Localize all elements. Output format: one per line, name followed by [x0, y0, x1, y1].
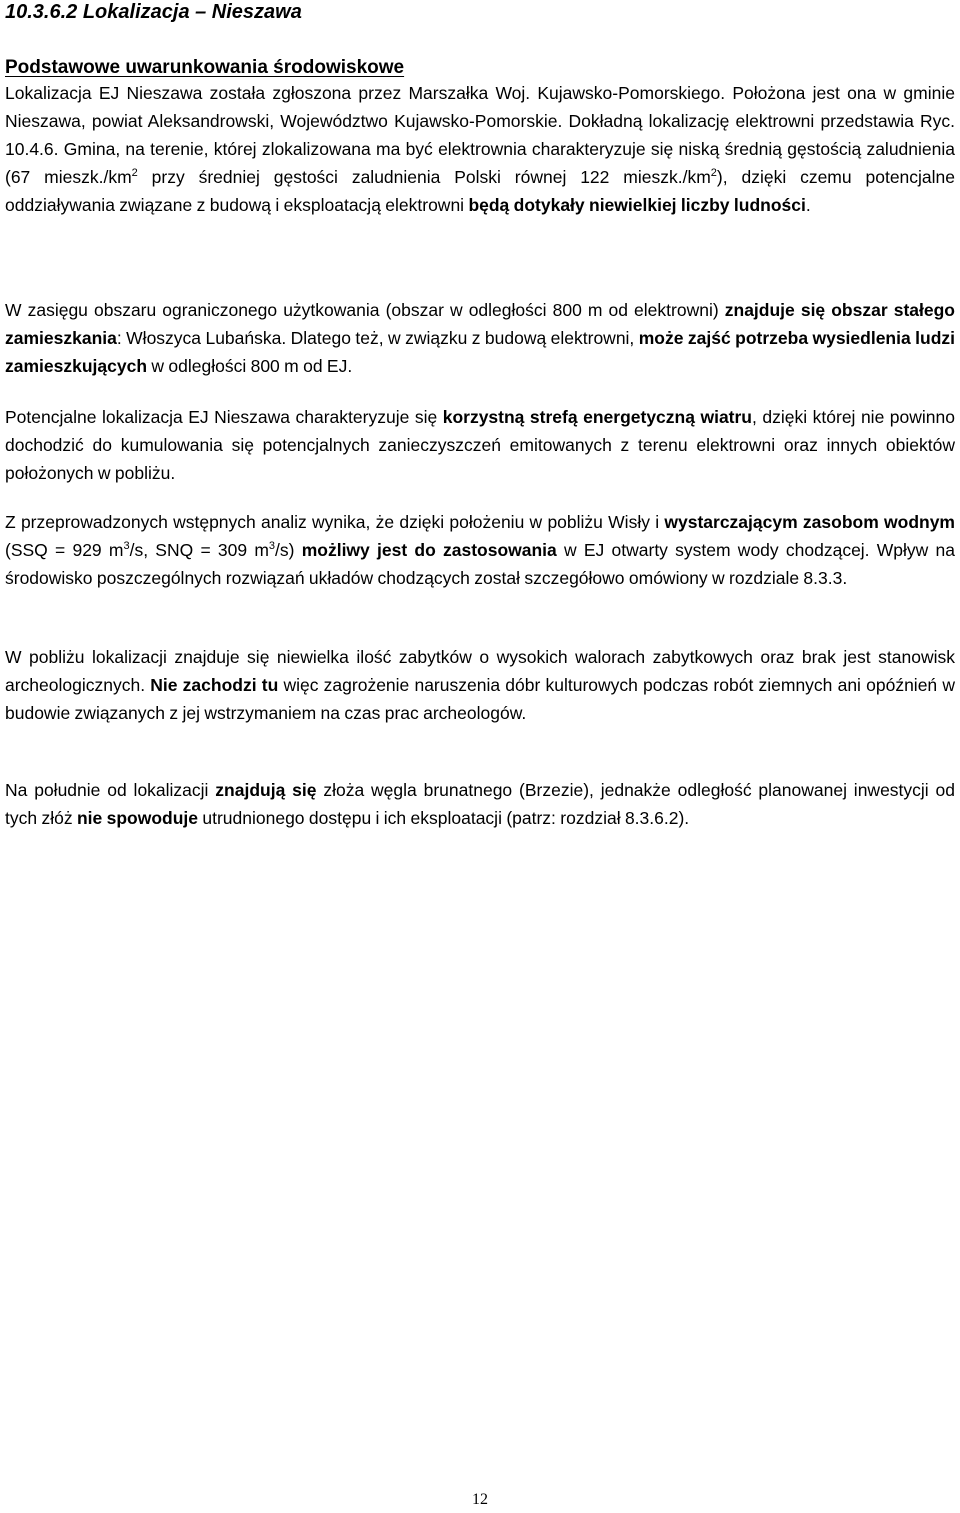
text-run: utrudnionego dostępu i ich eksploatacji (patrz: rozdział 8.3.6.2).	[198, 808, 690, 828]
text-run: W zasięgu obszaru ograniczonego użytkowania (obszar w odległości 800 m od elektrowni)	[5, 300, 725, 320]
bold-text: znajdują się	[215, 780, 317, 800]
paragraph-heritage	[5, 643, 955, 727]
text-run: w odległości 800 m od EJ.	[147, 356, 353, 376]
superscript: 3	[123, 540, 130, 552]
bold-text: znajduje się obszar stałego zamieszkania	[5, 300, 955, 348]
section-heading: 10.3.6.2 Lokalizacja – Nieszawa	[5, 1, 302, 23]
text-run: przy średniej gęstości zaludnienia Polski równej 122 mieszk./km	[137, 167, 711, 187]
bold-text: Nie zachodzi tu	[150, 675, 279, 695]
text-run: (SSQ = 929 m	[5, 540, 124, 560]
text-run: .	[805, 195, 811, 215]
bold-text: możliwy jest do zastosowania	[301, 540, 557, 560]
text-run: W pobliżu lokalizacji znajduje się niewielka ilość zabytków o wysokich walorach zabytkowych oraz brak jest stanowisk archeologicznych.	[5, 647, 955, 695]
paragraph-water-resources	[5, 508, 955, 592]
text-run: /s)	[275, 540, 302, 560]
superscript: 3	[268, 540, 276, 552]
bold-text: będą dotykały niewielkiej liczby ludności	[468, 195, 806, 215]
paragraph-population	[5, 79, 955, 219]
superscript: 2	[710, 167, 717, 179]
text-run: /s, SNQ = 309 m	[129, 540, 269, 560]
text-run: ), dzięki czemu potencjalne oddziaływania związane z budową i eksploatacją elektrowni	[5, 167, 956, 215]
text-run: : Włoszyca Lubańska. Dlatego też, w związku z budową elektrowni,	[116, 328, 639, 348]
paragraph-restricted-area	[5, 296, 955, 380]
text-run: więc zagrożenie naruszenia dóbr kulturowych podczas robót ziemnych ani opóźnień w budowie związanych z jej wstrzymaniem na czas prac archeologów.	[5, 675, 955, 723]
paragraph-wind-zone	[5, 403, 955, 487]
bold-text: może zajść potrzeba wysiedlenia ludzi zamieszkujących	[5, 328, 955, 376]
text-run: Potencjalne lokalizacja EJ Nieszawa charakteryzuje się	[5, 407, 443, 427]
text-run: złoża węgla brunatnego (Brzezie), jednakże odległość planowanej inwestycji od tych złóż	[5, 780, 955, 828]
text-run: Lokalizacja EJ Nieszawa została zgłoszona przez Marszałka Woj. Kujawsko-Pomorskiego. Położona jest ona w gminie Nieszawa, powiat Aleksandrowski, Województwo Kujawsko-Pomorskie. Dokładną lokalizację elektrowni przedstawia Ryc. 10.4.6. Gmina, na terenie, której zlokalizowana ma być elektrownia charakteryzuje się niską średnią gęstością zaludnienia (67 mieszk./km	[5, 83, 955, 187]
superscript: 2	[131, 167, 138, 179]
section-subheading: Podstawowe uwarunkowania środowiskowe	[5, 57, 405, 78]
text-run: , dzięki której nie powinno dochodzić do kumulowania się potencjalnych zanieczyszczeń emitowanych z terenu elektrowni oraz innych obiektów położonych w pobliżu.	[5, 407, 955, 483]
text-run: w EJ otwarty system wody chodzącej. Wpływ na środowisko poszczególnych rozwiązań układów chodzących został szczegółowo omówiony w rozdziale 8.3.3.	[5, 540, 955, 588]
bold-text: wystarczającym zasobom wodnym	[664, 512, 955, 532]
bold-text: nie spowoduje	[76, 808, 198, 828]
text-run: Na południe od lokalizacji	[5, 780, 216, 800]
page-number: 12	[472, 1491, 488, 1508]
bold-text: korzystną strefą energetyczną wiatru	[442, 407, 753, 427]
paragraph-lignite-deposits	[5, 776, 955, 832]
text-run: Z przeprowadzonych wstępnych analiz wynika, że dzięki położeniu w pobliżu Wisły i	[5, 512, 665, 532]
